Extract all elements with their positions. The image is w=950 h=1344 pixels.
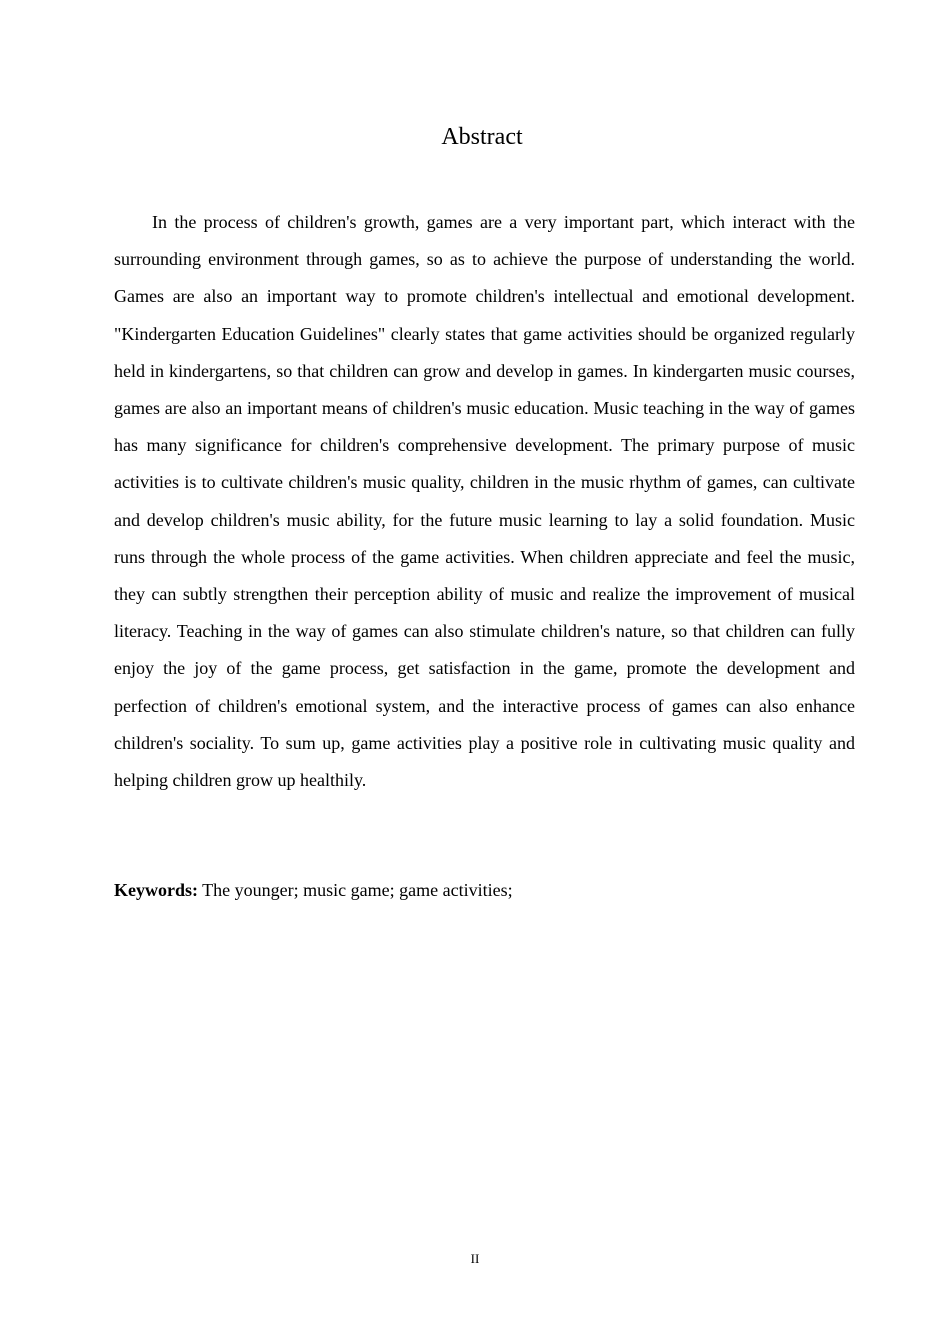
keywords-label: Keywords:	[114, 880, 198, 900]
keywords-line	[114, 877, 855, 903]
abstract-title: Abstract	[441, 124, 523, 150]
page-number: II	[470, 1251, 480, 1266]
keywords-text: The younger; music game; game activities;	[198, 880, 513, 900]
abstract-body: In the process of children's growth, games are a very important part, which interact with the surrounding environment through games, so as to achieve the purpose of understanding the world. Games are also an important way to promote children's intellectual and emotional development. "Kindergarten Education Guidelines" clearly states that game activities should be organized regularly held in kindergartens, so that children can grow and develop in games. In kindergarten music courses, games are also an important means of children's music education. Music teaching in the way of games has many significance for children's comprehensive development. The primary purpose of music activities is to cultivate children's music quality, children in the music rhythm of games, can cultivate and develop children's music ability, for the future music learning to lay a solid foundation. Music runs through the whole process of the game activities. When children appreciate and feel the music, they can subtly strengthen their perception ability of music and realize the improvement of musical literacy. Teaching in the way of games can also stimulate children's nature, so that children can fully enjoy the joy of the game process, get satisfaction in the game, promote the development and perfection of children's emotional system, and the interactive process of games can also enhance children's sociality. To sum up, game activities play a positive role in cultivating music quality and helping children grow up healthily.	[114, 212, 855, 791]
